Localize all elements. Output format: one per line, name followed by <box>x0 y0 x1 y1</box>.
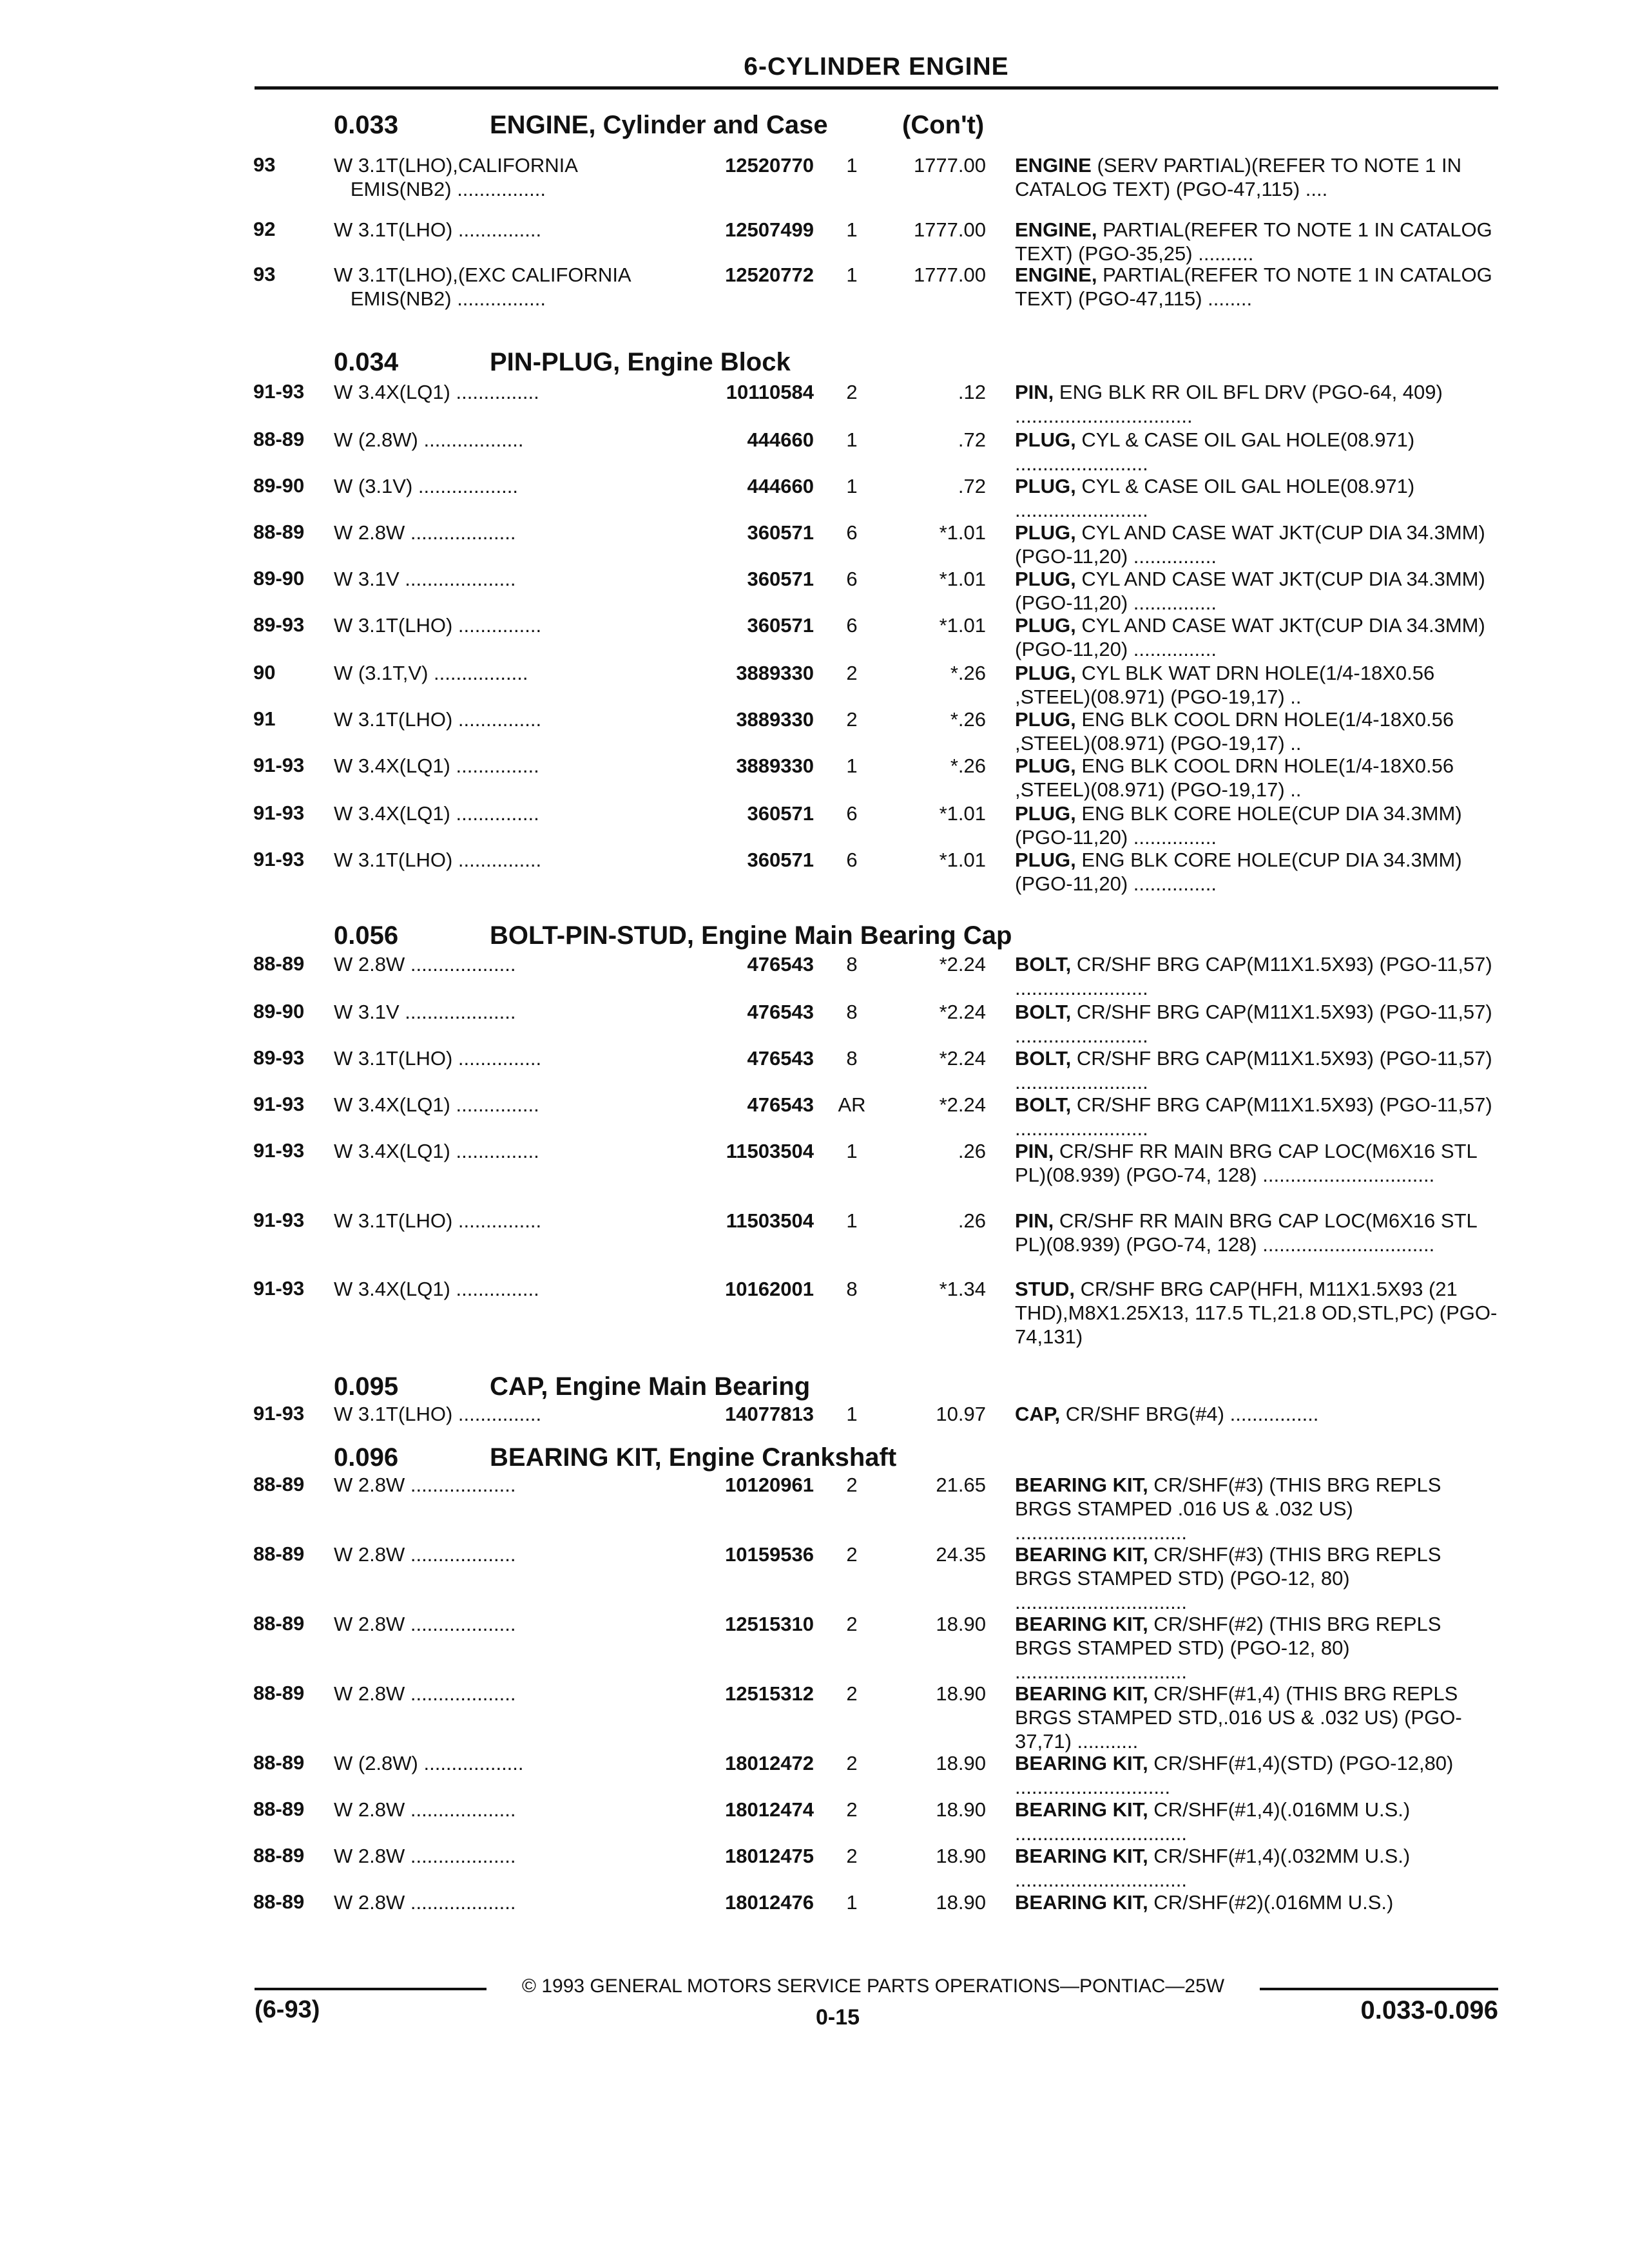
model-years: 91-93 <box>253 1277 305 1300</box>
list-price: 1777.00 <box>913 264 986 286</box>
part-detail: CR/SHF BRG(#4) ................ <box>1060 1403 1319 1425</box>
part-description <box>1015 218 1498 265</box>
vehicle-model: W 3.1T(LHO),(EXC CALIFORNIA EMIS(NB2) ................ <box>334 264 631 310</box>
vehicle-model: W 3.4X(LQ1) ............... <box>334 1093 539 1116</box>
model-years: 89-90 <box>253 567 305 590</box>
model-years: 93 <box>253 263 276 285</box>
part-number: 476543 <box>747 1093 814 1116</box>
list-price: 18.90 <box>936 1613 986 1635</box>
part-detail: CYL BLK WAT DRN HOLE(1/4-18X0.56 ,STEEL)(08.971) (PGO-19,17) .. <box>1015 662 1435 708</box>
part-number: 12515312 <box>725 1682 814 1705</box>
list-price: 18.90 <box>936 1891 986 1914</box>
part-description <box>1015 707 1498 755</box>
vehicle-model: W (3.1T,V) ................. <box>334 662 528 684</box>
part-number: 476543 <box>747 1001 814 1023</box>
part-name: PLUG, <box>1015 428 1076 451</box>
part-description <box>1015 1402 1498 1426</box>
part-detail: CR/SHF RR MAIN BRG CAP LOC(M6X16 STL PL)(08.939) (PGO-74, 128) ............................... <box>1015 1209 1477 1256</box>
part-detail: ENG BLK CORE HOLE(CUP DIA 34.3MM) (PGO-11,20) ............... <box>1015 802 1462 849</box>
quantity: 2 <box>846 381 858 403</box>
list-price: .26 <box>958 1209 986 1232</box>
part-number: 360571 <box>747 849 814 871</box>
parts-row <box>0 1844 1629 1889</box>
part-description <box>1015 1093 1498 1140</box>
quantity: 1 <box>846 475 858 497</box>
part-number: 10120961 <box>725 1474 814 1496</box>
part-detail: CR/SHF(#1,4)(STD) (PGO-12,80) ............................ <box>1015 1752 1454 1798</box>
parts-row <box>0 1798 1629 1843</box>
list-price: *1.01 <box>939 849 986 871</box>
part-description <box>1015 1890 1498 1914</box>
parts-row <box>0 1751 1629 1796</box>
part-number: 18012474 <box>725 1798 814 1821</box>
model-years: 89-90 <box>253 474 305 497</box>
part-number: 12520770 <box>725 154 814 177</box>
part-detail: CR/SHF(#1,4)(.016MM U.S.) ............................... <box>1015 1798 1411 1845</box>
part-description <box>1015 754 1498 802</box>
quantity: 6 <box>846 614 858 637</box>
part-name: PLUG, <box>1015 708 1076 731</box>
part-name: PLUG, <box>1015 568 1076 590</box>
vehicle-model: W 3.1V .................... <box>334 1001 516 1023</box>
part-description <box>1015 1844 1498 1892</box>
quantity: 2 <box>846 1474 858 1496</box>
parts-row <box>0 1000 1629 1045</box>
part-detail: CR/SHF BRG CAP(M11X1.5X93) (PGO-11,57) ........................ <box>1015 953 1492 999</box>
model-years: 92 <box>253 218 276 240</box>
part-description <box>1015 428 1498 476</box>
list-price: *2.24 <box>939 1093 986 1116</box>
quantity: AR <box>838 1093 866 1116</box>
part-detail: CYL AND CASE WAT JKT(CUP DIA 34.3MM) (PGO-11,20) ............... <box>1015 521 1485 568</box>
part-number: 360571 <box>747 614 814 637</box>
model-years: 88-89 <box>253 1890 305 1913</box>
part-description <box>1015 613 1498 661</box>
model-years: 88-89 <box>253 1612 305 1635</box>
part-number: 360571 <box>747 802 814 825</box>
vehicle-model: W 2.8W ................... <box>334 953 516 975</box>
model-years: 88-89 <box>253 1542 305 1565</box>
model-years: 91-93 <box>253 1139 305 1162</box>
vehicle-model: W 2.8W ................... <box>334 1613 516 1635</box>
list-price: *2.24 <box>939 1047 986 1070</box>
footer-rule-right <box>1260 1988 1498 1990</box>
parts-row <box>0 802 1629 847</box>
parts-row <box>0 1682 1629 1753</box>
part-name: BEARING KIT, <box>1015 1798 1148 1821</box>
model-years: 93 <box>253 153 276 176</box>
part-number: 12507499 <box>725 218 814 241</box>
part-description <box>1015 952 1498 1000</box>
part-detail: ENG BLK COOL DRN HOLE(1/4-18X0.56 ,STEEL)(08.971) (PGO-19,17) .. <box>1015 754 1454 801</box>
part-detail: CR/SHF BRG CAP(HFH, M11X1.5X93 (21 THD),M8X1.25X13, 117.5 TL,21.8 OD,STL,PC) (PGO-74,131) <box>1015 1278 1498 1348</box>
part-number: 10159536 <box>725 1543 814 1566</box>
part-description <box>1015 848 1498 896</box>
model-years: 91 <box>253 707 276 730</box>
part-number: 444660 <box>747 475 814 497</box>
quantity: 1 <box>846 1891 858 1914</box>
list-price: 18.90 <box>936 1845 986 1867</box>
vehicle-model: W 3.4X(LQ1) ............... <box>334 1278 539 1300</box>
parts-row <box>0 428 1629 473</box>
part-detail: CR/SHF(#3) (THIS BRG REPLS BRGS STAMPED STD) (PGO-12, 80) ............................... <box>1015 1543 1441 1613</box>
section-title: PIN-PLUG, Engine Block <box>490 348 791 376</box>
vehicle-model: W 3.1T(LHO) ............... <box>334 1209 542 1232</box>
part-description <box>1015 1046 1498 1094</box>
vehicle-model: W 3.4X(LQ1) ............... <box>334 754 539 777</box>
model-years: 91-93 <box>253 380 305 403</box>
vehicle-model: W 3.1T(LHO) ............... <box>334 849 542 871</box>
part-name: ENGINE <box>1015 154 1092 177</box>
model-years: 91-93 <box>253 802 305 824</box>
quantity: 2 <box>846 1752 858 1774</box>
quantity: 6 <box>846 802 858 825</box>
section-code: 0.095 <box>334 1372 399 1401</box>
parts-row <box>0 754 1629 799</box>
part-description <box>1015 1000 1498 1048</box>
model-years: 88-89 <box>253 428 305 450</box>
part-description <box>1015 521 1498 568</box>
part-number: 18012476 <box>725 1891 814 1914</box>
part-name: BEARING KIT, <box>1015 1891 1148 1914</box>
part-description <box>1015 153 1498 201</box>
list-price: .72 <box>958 428 986 451</box>
vehicle-model: W 2.8W ................... <box>334 1543 516 1566</box>
part-description <box>1015 1209 1498 1256</box>
quantity: 2 <box>846 1845 858 1867</box>
parts-row <box>0 1209 1629 1254</box>
list-price: 18.90 <box>936 1752 986 1774</box>
model-years: 91-93 <box>253 1402 305 1425</box>
part-description <box>1015 1473 1498 1544</box>
part-name: BOLT, <box>1015 1093 1072 1116</box>
part-description <box>1015 1139 1498 1187</box>
list-price: 18.90 <box>936 1682 986 1705</box>
part-description <box>1015 661 1498 709</box>
part-name: PLUG, <box>1015 521 1076 544</box>
vehicle-model: W (2.8W) .................. <box>334 428 524 451</box>
part-name: BEARING KIT, <box>1015 1474 1148 1496</box>
model-years: 88-89 <box>253 1798 305 1820</box>
part-detail: CR/SHF(#3) (THIS BRG REPLS BRGS STAMPED .016 US & .032 US) ............................... <box>1015 1474 1441 1544</box>
quantity: 6 <box>846 849 858 871</box>
footer-copyright: © 1993 GENERAL MOTORS SERVICE PARTS OPERATIONS—PONTIAC—25W <box>521 1975 1225 1997</box>
section-title: ENGINE, Cylinder and Case <box>490 111 828 139</box>
quantity: 8 <box>846 1001 858 1023</box>
part-detail: CR/SHF(#1,4)(.032MM U.S.) ............................... <box>1015 1845 1411 1891</box>
model-years: 89-90 <box>253 1000 305 1023</box>
part-detail: CYL & CASE OIL GAL HOLE(08.971) ........................ <box>1015 428 1415 475</box>
quantity: 1 <box>846 1209 858 1232</box>
model-years: 88-89 <box>253 1473 305 1495</box>
parts-row <box>0 952 1629 997</box>
part-detail: PARTIAL(REFER TO NOTE 1 IN CATALOG TEXT) (PGO-47,115) ........ <box>1015 264 1492 310</box>
part-name: PLUG, <box>1015 475 1076 497</box>
vehicle-model: W 2.8W ................... <box>334 1891 516 1914</box>
part-name: BOLT, <box>1015 1047 1072 1070</box>
model-years: 91-93 <box>253 754 305 776</box>
section-title: BEARING KIT, Engine Crankshaft <box>490 1443 897 1472</box>
parts-row <box>0 1890 1629 1936</box>
list-price: *2.24 <box>939 953 986 975</box>
page-title: 6-CYLINDER ENGINE <box>744 53 1009 81</box>
parts-row <box>0 1277 1629 1348</box>
vehicle-model: W 2.8W ................... <box>334 1682 516 1705</box>
part-description <box>1015 1751 1498 1799</box>
parts-row <box>0 218 1629 263</box>
part-number: 3889330 <box>736 754 814 777</box>
part-name: BEARING KIT, <box>1015 1845 1148 1867</box>
part-detail: CR/SHF BRG CAP(M11X1.5X93) (PGO-11,57) ........................ <box>1015 1001 1492 1047</box>
part-description <box>1015 1612 1498 1684</box>
list-price: *1.34 <box>939 1278 986 1300</box>
parts-row <box>0 1402 1629 1447</box>
list-price: *1.01 <box>939 802 986 825</box>
quantity: 1 <box>846 428 858 451</box>
list-price: *2.24 <box>939 1001 986 1023</box>
part-number: 476543 <box>747 1047 814 1070</box>
part-detail: CR/SHF RR MAIN BRG CAP LOC(M6X16 STL PL)(08.939) (PGO-74, 128) ............................... <box>1015 1140 1477 1186</box>
quantity: 6 <box>846 521 858 544</box>
part-detail: CR/SHF(#2) (THIS BRG REPLS BRGS STAMPED STD) (PGO-12, 80) ............................... <box>1015 1613 1441 1683</box>
parts-row <box>0 848 1629 893</box>
list-price: *.26 <box>950 754 986 777</box>
list-price: 10.97 <box>936 1403 986 1425</box>
section-continued: (Con't) <box>902 111 985 139</box>
part-name: CAP, <box>1015 1403 1061 1425</box>
vehicle-model: W 2.8W ................... <box>334 1474 516 1496</box>
quantity: 8 <box>846 1047 858 1070</box>
part-name: BEARING KIT, <box>1015 1613 1148 1635</box>
vehicle-model: W 2.8W ................... <box>334 1845 516 1867</box>
part-name: ENGINE, <box>1015 218 1097 241</box>
parts-row <box>0 1139 1629 1184</box>
part-number: 11503504 <box>726 1209 814 1232</box>
part-name: PIN, <box>1015 1209 1054 1232</box>
model-years: 91-93 <box>253 1093 305 1115</box>
quantity: 1 <box>846 218 858 241</box>
part-description <box>1015 1798 1498 1845</box>
part-description <box>1015 1277 1498 1349</box>
part-detail: PARTIAL(REFER TO NOTE 1 IN CATALOG TEXT) (PGO-35,25) .......... <box>1015 218 1492 265</box>
section-code: 0.056 <box>334 921 399 950</box>
model-years: 88-89 <box>253 521 305 543</box>
part-number: 12515310 <box>725 1613 814 1635</box>
part-detail: CR/SHF(#2)(.016MM U.S.) <box>1148 1891 1394 1914</box>
quantity: 2 <box>846 1613 858 1635</box>
quantity: 2 <box>846 708 858 731</box>
section-range: 0.033-0.096 <box>1360 1996 1498 2024</box>
part-number: 3889330 <box>736 662 814 684</box>
parts-row <box>0 707 1629 753</box>
part-description <box>1015 263 1498 311</box>
vehicle-model: W 3.4X(LQ1) ............... <box>334 802 539 825</box>
model-years: 91-93 <box>253 848 305 870</box>
quantity: 2 <box>846 1682 858 1705</box>
part-number: 10162001 <box>725 1278 814 1300</box>
part-description <box>1015 474 1498 522</box>
vehicle-model: W 3.4X(LQ1) ............... <box>334 381 539 403</box>
section-title: BOLT-PIN-STUD, Engine Main Bearing Cap <box>490 921 1012 950</box>
list-price: *1.01 <box>939 614 986 637</box>
vehicle-model: W 3.1V .................... <box>334 568 516 590</box>
part-name: PLUG, <box>1015 802 1076 825</box>
section-code: 0.096 <box>334 1443 399 1472</box>
list-price: *1.01 <box>939 521 986 544</box>
part-detail: CR/SHF BRG CAP(M11X1.5X93) (PGO-11,57) ........................ <box>1015 1093 1492 1140</box>
part-description <box>1015 567 1498 615</box>
part-description <box>1015 1542 1498 1614</box>
list-price: 21.65 <box>936 1474 986 1496</box>
vehicle-model: W 3.4X(LQ1) ............... <box>334 1140 539 1162</box>
quantity: 1 <box>846 1140 858 1162</box>
model-years: 89-93 <box>253 1046 305 1069</box>
part-number: 14077813 <box>725 1403 814 1425</box>
part-name: BEARING KIT, <box>1015 1543 1148 1566</box>
parts-row <box>0 1542 1629 1613</box>
part-detail: ENG BLK CORE HOLE(CUP DIA 34.3MM) (PGO-11,20) ............... <box>1015 849 1462 895</box>
part-number: 18012475 <box>725 1845 814 1867</box>
part-detail: CR/SHF BRG CAP(M11X1.5X93) (PGO-11,57) ........................ <box>1015 1047 1492 1093</box>
vehicle-model: W (2.8W) .................. <box>334 1752 524 1774</box>
title-rule <box>255 86 1498 90</box>
vehicle-model: W 3.1T(LHO) ............... <box>334 708 542 731</box>
list-price: 18.90 <box>936 1798 986 1821</box>
parts-row <box>0 153 1629 198</box>
model-years: 88-89 <box>253 952 305 975</box>
parts-row <box>0 474 1629 519</box>
part-detail: CYL & CASE OIL GAL HOLE(08.971) ........................ <box>1015 475 1415 521</box>
list-price: 24.35 <box>936 1543 986 1566</box>
part-number: 18012472 <box>725 1752 814 1774</box>
part-description <box>1015 802 1498 849</box>
model-years: 88-89 <box>253 1751 305 1774</box>
quantity: 1 <box>846 264 858 286</box>
part-name: PIN, <box>1015 381 1054 403</box>
list-price: .26 <box>958 1140 986 1162</box>
part-number: 476543 <box>747 953 814 975</box>
vehicle-model: W 3.1T(LHO) ............... <box>334 1047 542 1070</box>
vehicle-model: W (3.1V) .................. <box>334 475 518 497</box>
part-name: STUD, <box>1015 1278 1075 1300</box>
list-price: *.26 <box>950 708 986 731</box>
part-number: 444660 <box>747 428 814 451</box>
part-description <box>1015 1682 1498 1753</box>
parts-row <box>0 1612 1629 1683</box>
vehicle-model: W 3.1T(LHO) ............... <box>334 1403 542 1425</box>
model-years: 89-93 <box>253 613 305 636</box>
list-price: *1.01 <box>939 568 986 590</box>
part-detail: (SERV PARTIAL)(REFER TO NOTE 1 IN CATALOG TEXT) (PGO-47,115) .... <box>1015 154 1462 200</box>
part-name: PIN, <box>1015 1140 1054 1162</box>
parts-row <box>0 380 1629 425</box>
vehicle-model: W 3.1T(LHO) ............... <box>334 614 542 637</box>
parts-row <box>0 521 1629 566</box>
parts-row <box>0 613 1629 658</box>
part-detail: ENG BLK RR OIL BFL DRV (PGO-64, 409) ................................ <box>1015 381 1443 427</box>
section-title: CAP, Engine Main Bearing <box>490 1372 811 1401</box>
list-price: 1777.00 <box>913 218 986 241</box>
part-number: 360571 <box>747 521 814 544</box>
part-name: BEARING KIT, <box>1015 1752 1148 1774</box>
part-name: PLUG, <box>1015 614 1076 637</box>
part-name: PLUG, <box>1015 754 1076 777</box>
list-price: .12 <box>958 381 986 403</box>
section-code: 0.033 <box>334 111 399 139</box>
part-name: BEARING KIT, <box>1015 1682 1148 1705</box>
part-detail: CYL AND CASE WAT JKT(CUP DIA 34.3MM) (PGO-11,20) ............... <box>1015 614 1485 660</box>
model-years: 91-93 <box>253 1209 305 1231</box>
quantity: 1 <box>846 754 858 777</box>
part-number: 10110584 <box>726 381 814 403</box>
quantity: 1 <box>846 1403 858 1425</box>
list-price: *.26 <box>950 662 986 684</box>
part-name: ENGINE, <box>1015 264 1097 286</box>
quantity: 2 <box>846 1798 858 1821</box>
part-detail: CR/SHF(#1,4) (THIS BRG REPLS BRGS STAMPED STD,.016 US & .032 US) (PGO-37,71) ........... <box>1015 1682 1462 1753</box>
footer-rule-left <box>255 1988 487 1990</box>
part-number: 3889330 <box>736 708 814 731</box>
model-years: 90 <box>253 661 276 684</box>
quantity: 6 <box>846 568 858 590</box>
page-number: 0-15 <box>815 2005 860 2030</box>
section-code: 0.034 <box>334 348 399 376</box>
quantity: 8 <box>846 953 858 975</box>
part-number: 12520772 <box>725 264 814 286</box>
vehicle-model: W 2.8W ................... <box>334 521 516 544</box>
model-years: 88-89 <box>253 1682 305 1704</box>
parts-row <box>0 263 1629 308</box>
part-description <box>1015 380 1498 428</box>
vehicle-model: W 3.1T(LHO),CALIFORNIA EMIS(NB2) ................ <box>334 154 578 200</box>
parts-row <box>0 1093 1629 1138</box>
quantity: 8 <box>846 1278 858 1300</box>
part-detail: ENG BLK COOL DRN HOLE(1/4-18X0.56 ,STEEL)(08.971) (PGO-19,17) .. <box>1015 708 1454 754</box>
parts-row <box>0 567 1629 612</box>
vehicle-model: W 2.8W ................... <box>334 1798 516 1821</box>
part-number: 360571 <box>747 568 814 590</box>
vehicle-model: W 3.1T(LHO) ............... <box>334 218 542 241</box>
part-name: BOLT, <box>1015 953 1072 975</box>
parts-row <box>0 1046 1629 1091</box>
quantity: 1 <box>846 154 858 177</box>
parts-row <box>0 1473 1629 1544</box>
part-detail: CYL AND CASE WAT JKT(CUP DIA 34.3MM) (PGO-11,20) ............... <box>1015 568 1485 614</box>
footer-date: (6-93) <box>255 1996 320 2023</box>
part-number: 11503504 <box>726 1140 814 1162</box>
quantity: 2 <box>846 662 858 684</box>
quantity: 2 <box>846 1543 858 1566</box>
list-price: 1777.00 <box>913 154 986 177</box>
parts-row <box>0 661 1629 706</box>
part-name: PLUG, <box>1015 849 1076 871</box>
list-price: .72 <box>958 475 986 497</box>
part-name: PLUG, <box>1015 662 1076 684</box>
model-years: 88-89 <box>253 1844 305 1867</box>
part-name: BOLT, <box>1015 1001 1072 1023</box>
